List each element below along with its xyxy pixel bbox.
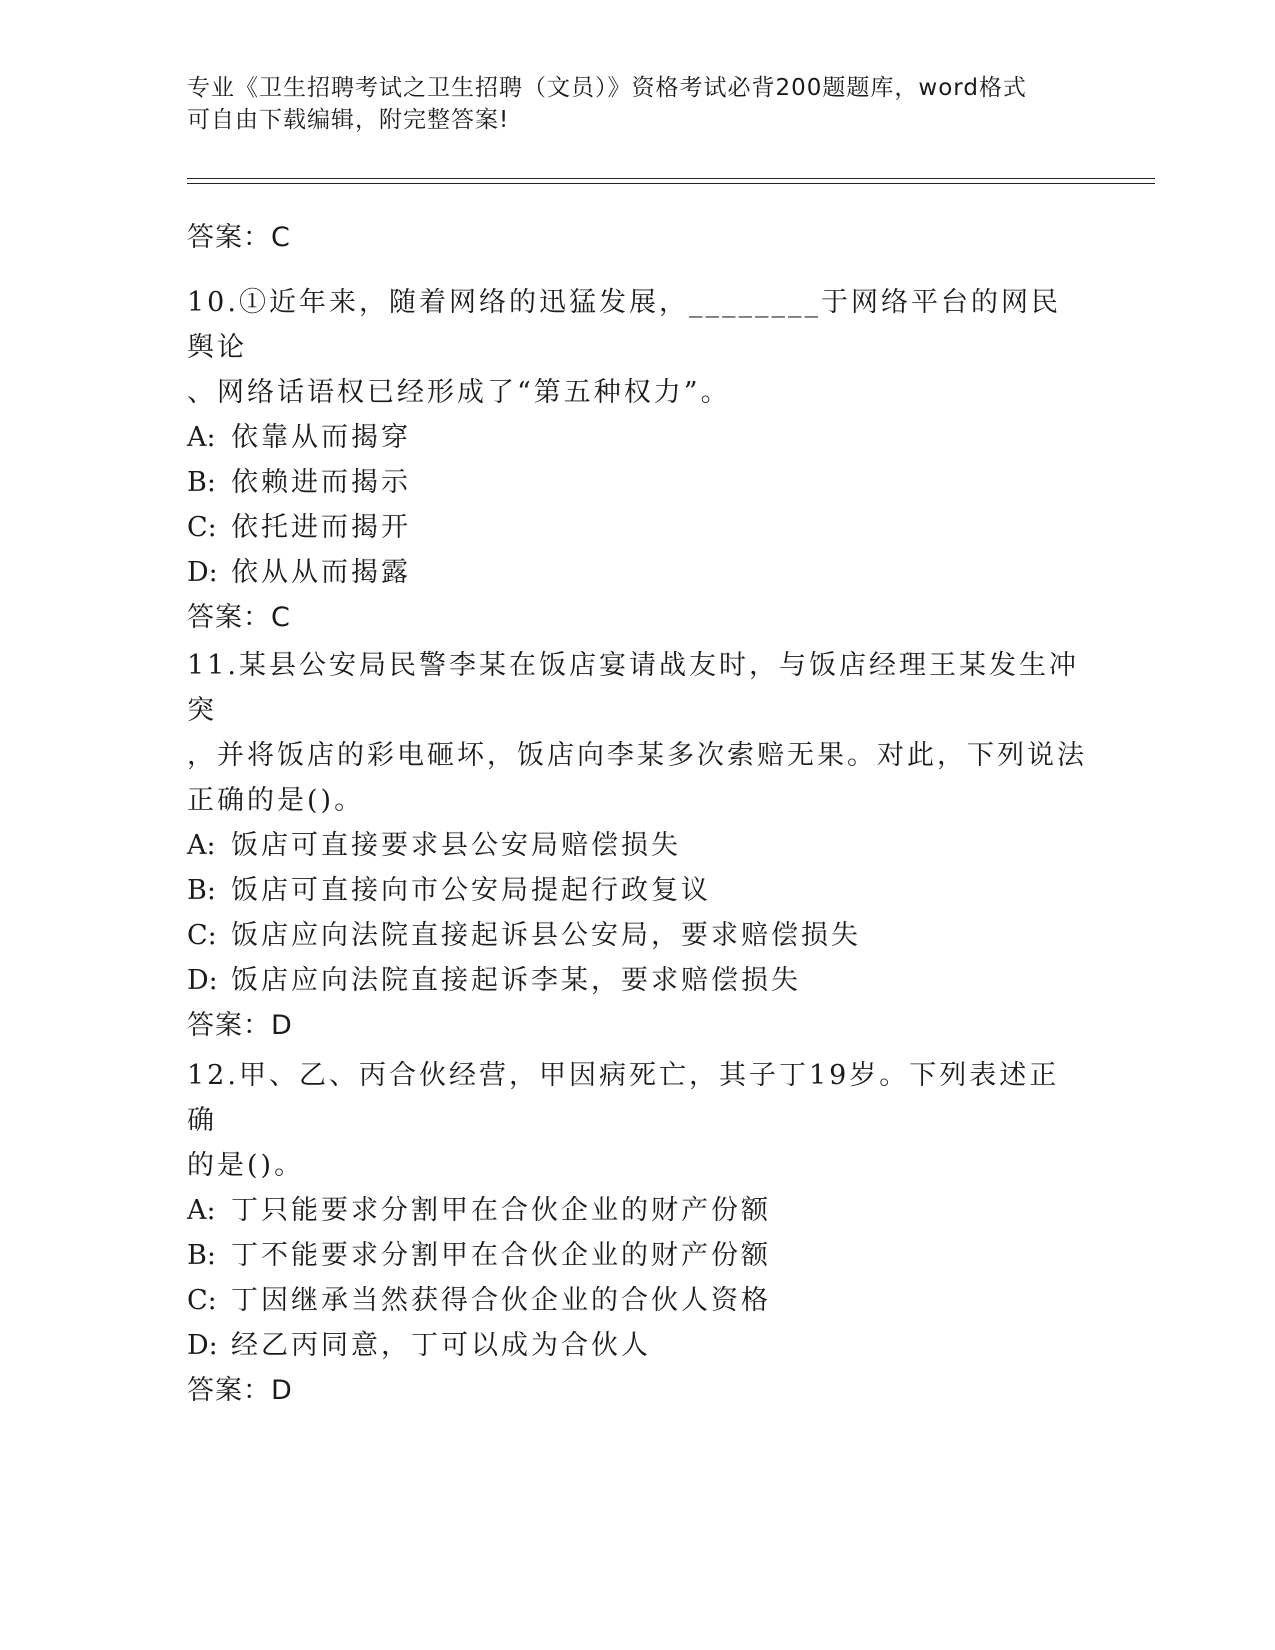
option-key: A: [187,422,216,453]
option-text: 依托进而揭开 [231,512,411,543]
option-key: B: [187,875,216,906]
question-12 [187,1053,1087,1413]
question-stem [187,643,1087,823]
option-key: D: [187,1330,218,1361]
question-stem [187,280,1087,415]
option-c [187,505,1087,550]
question-10 [187,280,1087,640]
option-b [187,1233,1087,1278]
stem-line: 12.甲、乙、丙合伙经营，甲因病死亡，其子丁19岁。下列表述正确 [187,1060,1060,1136]
option-key: C: [187,920,217,951]
header-divider-bottom [187,183,1155,184]
option-text: 丁只能要求分割甲在合伙企业的财产份额 [231,1195,771,1226]
option-key: D: [187,965,218,996]
option-text: 丁因继承当然获得合伙企业的合伙人资格 [231,1285,771,1316]
option-a [187,415,1087,460]
option-d [187,550,1087,595]
option-d [187,958,1087,1003]
stem-line: 正确的是()。 [187,785,365,816]
question-answer: 答案：C [187,602,291,633]
option-key: C: [187,1285,217,1316]
question-11 [187,643,1087,1048]
stem-line: 11.某县公安局民警李某在饭店宴请战友时，与饭店经理王某发生冲突 [187,650,1079,726]
header-divider-top [187,178,1155,179]
option-key: D: [187,557,218,588]
option-text: 经乙丙同意，丁可以成为合伙人 [231,1330,651,1361]
option-key: B: [187,1240,216,1271]
previous-question-answer: 答案：C [187,222,291,253]
option-text: 丁不能要求分割甲在合伙企业的财产份额 [231,1240,771,1271]
stem-line: 10.①近年来，随着网络的迅猛发展，________于网络平台的网民舆论 [187,287,1061,363]
header-line-2: 可自由下载编辑，附完整答案! [187,107,510,133]
option-text: 饭店可直接向市公安局提起行政复议 [231,875,711,906]
stem-line: 、网络话语权已经形成了“第五种权力”。 [187,377,731,408]
question-answer: 答案：D [187,1010,293,1041]
option-b [187,868,1087,913]
option-c [187,1278,1087,1323]
question-stem [187,1053,1087,1188]
option-c [187,913,1087,958]
option-a [187,1188,1087,1233]
option-b [187,460,1087,505]
option-key: A: [187,830,216,861]
option-text: 依赖进而揭示 [231,467,411,498]
option-key: A: [187,1195,216,1226]
option-text: 依从从而揭露 [231,557,411,588]
option-key: C: [187,512,217,543]
option-key: B: [187,467,216,498]
document-header [187,72,1067,136]
option-text: 饭店可直接要求县公安局赔偿损失 [231,830,681,861]
stem-line: 的是()。 [187,1150,305,1181]
header-line-1: 专业《卫生招聘考试之卫生招聘（文员）》资格考试必背200题题库，word格式 [187,75,1027,101]
option-text: 饭店应向法院直接起诉李某，要求赔偿损失 [231,965,801,996]
option-text: 依靠从而揭穿 [231,422,411,453]
question-answer: 答案：D [187,1375,293,1406]
stem-line: ，并将饭店的彩电砸坏，饭店向李某多次索赔无果。对此，下列说法 [187,740,1087,771]
option-text: 饭店应向法院直接起诉县公安局，要求赔偿损失 [231,920,861,951]
option-a [187,823,1087,868]
option-d [187,1323,1087,1368]
